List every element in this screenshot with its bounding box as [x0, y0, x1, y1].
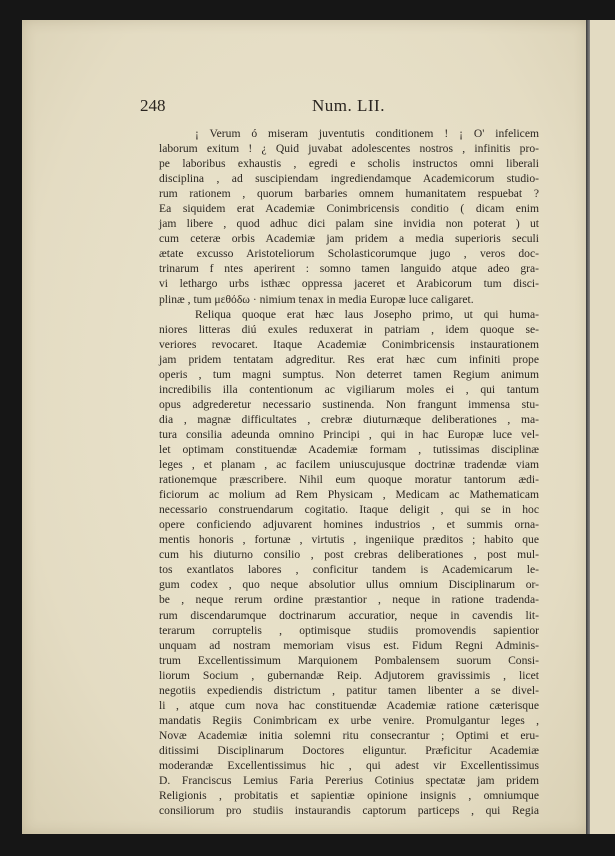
text-line: disciplina , ad suscipiendam ingrediendamque Academicorum studio- [159, 172, 539, 186]
text-line: jam libere , quod adhuc dici palam sine invidia non poterat ) ut [159, 217, 539, 231]
text-line: terarum corruptelis , optimisque studiis promovendis sapientior [159, 623, 539, 637]
text-line: necessario construendarum cogitatio. Itaque deligit , qui se in hoc [159, 503, 539, 517]
text-line: liorum Socium , gubernandæ Reip. Adjutorem gravissimis , licet [159, 668, 539, 682]
text-line: trum Excellentissimum Marquionem Pombalensem suorum Consi- [159, 653, 539, 667]
text-line: ¡ Verum ó miseram juventutis conditionem ! ¡ O' infelicem [195, 127, 539, 140]
text-line: Ea siquidem erat Academiæ Conimbricensis conditio ( dicam enim [159, 202, 539, 216]
text-line: tos exantlatos labores , conficitur tandem is Academicarum le- [159, 563, 539, 577]
text-line: mandatis Regiis Conimbricam ex urbe venire. Promulgantur leges , [159, 713, 539, 727]
text-line: rationemque præscribere. Nihil eum quoque moratur tantorum ædi- [159, 473, 539, 487]
text-line: Religionis , probitatis et sapientiæ opinione insignis , omniumque [159, 789, 539, 803]
text-line: leges , et planam , ac facilem uniuscujusque doctrinæ tradendæ viam [159, 458, 539, 472]
text-line: gum codex , quo neque absolutior ullus omnium Disciplinarum or- [159, 578, 539, 592]
text-line: li , atque cum nova hac constituendæ Academiæ ratione cæterisque [159, 698, 539, 712]
text-line: tura consilia adeunda omnino Principi , qui in hac Europæ luce vel- [159, 427, 539, 441]
body-text [159, 126, 539, 818]
text-line: rum rationem , quorum barbaries omnem humanitatem respuebat ? [159, 187, 539, 201]
text-line: opus adgrederetur necessario sustinenda. Non frangunt immensa stu- [159, 397, 539, 411]
text-line: ætate excusso Aristoteliorum Scholasticorumque jugo , veros doc- [159, 247, 539, 261]
page-number: 248 [140, 96, 166, 115]
text-line: trinarum f ntes aperirent : somno tamen languido atque adeo gra- [159, 262, 539, 276]
text-line: unquam ad nostram memoriam visus est. Fidum Regni Adminis- [159, 638, 539, 652]
text-line: cum his diuturno consilio , post crebras deliberationes , post mul- [159, 548, 539, 562]
facing-page-edge [590, 20, 615, 834]
text-line: vi lethargo urbs isthæc oppressa jaceret et Arabicorum tum disci- [159, 277, 539, 291]
text-line: opere conficiendo adjuvarent homines industrios , et summis orna- [159, 518, 539, 532]
text-line: rum discendarumque doctrinarum accuratior, neque in cavendis lit- [159, 608, 539, 622]
text-line: laborum exitum ! ¿ Quid juvabat adolescentes nostros , infinitis pro- [159, 142, 539, 156]
text-line: dia , magnæ difficultates , crebræ diuturnæque deliberationes , ma- [159, 412, 539, 426]
text-line: incredibilis illa contentionum ac vigiliarum moles ei , qui tantum [159, 382, 539, 396]
running-head: Num. LII. [312, 96, 385, 115]
text-line: cum ceteræ orbis Academiæ jam pridem a media superioris seculi [159, 232, 539, 246]
text-line: pe laboribus exhaustis , egredi e scholis instructos omni liberali [159, 157, 539, 171]
text-line: consiliorum pro studiis instaurandis captorum particeps , qui Regia [159, 804, 539, 818]
text-line: ficiorum ac molium ad Rem Physicam , Medicam ac Mathematicam [159, 488, 539, 502]
text-line: veriores revocaret. Itaque Academiæ Conimbricensis instaurationem [159, 337, 539, 351]
text-line: jam pridem tentatam adgreditur. Res erat hæc cum infiniti prope [159, 352, 539, 366]
text-line: Novæ Academiæ initia solemni ritu consecrantur ; Optimi et eru- [159, 728, 539, 742]
text-line: moderandæ Excellentissimus hic , qui adest vir Excellentissimus [159, 758, 539, 772]
text-line: niores litteras diú exules reduxerat in patriam , idem quoque se- [159, 322, 539, 336]
text-line: negotiis expediendis districtum , patitur tamen libenter a se divel- [159, 683, 539, 697]
text-line: Reliqua quoque erat hæc laus Josepho primo, ut qui huma- [195, 307, 539, 321]
text-line: plinæ , tum μεθόδω · nimium tenax in media Europæ luce caligaret. [159, 292, 474, 306]
text-line: ditissimi Disciplinarum Doctores eliguntur. Præficitur Academiæ [159, 743, 539, 757]
text-line: mentis honoris , fortunæ , virtutis , ingeniique præditos ; habito que [159, 533, 539, 547]
text-line: be , neque rerum ordine præstantior , neque in ratione tradenda- [159, 593, 539, 607]
text-line: let optimam constituendæ Academiæ formam , tutissimas disciplinæ [159, 442, 539, 456]
book-page [22, 20, 588, 834]
text-line: D. Franciscus Lemius Faria Pererius Cotinius spectatæ jam pridem [159, 774, 539, 788]
text-line: operis , tum magni sumptus. Non deterret tamen Regium animum [159, 367, 539, 381]
